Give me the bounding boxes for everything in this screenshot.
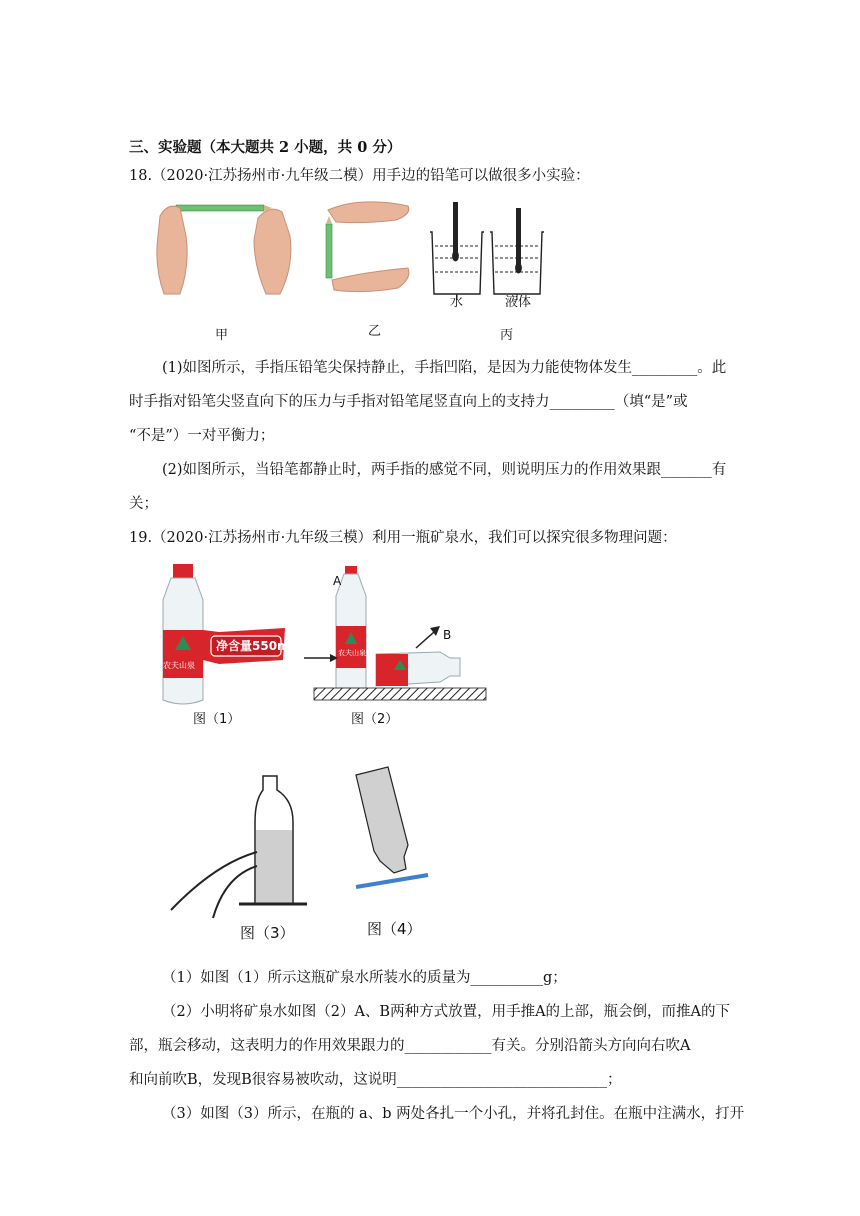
- hands-pencil-horizontal-image: [157, 205, 291, 294]
- fig2-brand: 农夫山泉: [338, 649, 366, 657]
- fig-label-bing: 丙: [500, 328, 514, 343]
- fig1-brand: 农夫山泉: [163, 661, 195, 670]
- q19-stem: 19.（2020·江苏扬州市·九年级三模）利用一瓶矿泉水，我们可以探究很多物理问题：: [129, 530, 677, 546]
- q19-part2-line1: （2）小明将矿泉水如图（2）A、B两种方式放置，用手推A的上部，瓶会倒，而推A的下: [162, 1004, 731, 1020]
- q18-part2-line1: (2)如图所示，当铅笔都静止时，两手指的感觉不同，则说明压力的作用效果跟_______有: [162, 462, 727, 478]
- q19-part2-line3: 和向前吹B，发现B很容易被吹动，这说明_____________________________；: [129, 1072, 622, 1088]
- q18-part2-line2: 关；: [129, 496, 158, 512]
- q19-part1: （1）如图（1）所示这瓶矿泉水所装水的质量为__________g；: [162, 970, 567, 986]
- q18-stem: 18.（2020·江苏扬州市·九年级二模）用手边的铅笔可以做很多小实验：: [129, 168, 590, 184]
- fig-label-jia: 甲: [215, 328, 229, 343]
- fig-label-water: 水: [450, 295, 464, 310]
- section-heading: 三、实验题（本大题共 2 小题，共 0 分）: [129, 139, 402, 156]
- fig-label-2: 图（2）: [351, 712, 399, 727]
- fig-label-1: 图（1）: [193, 712, 241, 727]
- fig2-label-b: B: [443, 628, 452, 642]
- q18-part1-line3: “不是”）一对平衡力；: [129, 428, 275, 444]
- q19-fig4-image: [350, 765, 450, 895]
- q18-figure: [150, 196, 550, 346]
- q18-part1-line2: 时手指对铅笔尖竖直向下的压力与手指对铅笔尾竖直向上的支持力_________（填“是”或: [129, 394, 688, 410]
- q19-part2-line2: 部，瓶会移动，这表明力的作用效果跟力的____________有关。分别沿箭头方向向右吹A: [129, 1038, 691, 1054]
- fig-label-yi: 乙: [368, 324, 382, 339]
- beakers-image: [430, 202, 544, 300]
- q18-part1-line1: (1)如图所示，手指压铅笔尖保持静止，手指凹陷，是因为力能使物体发生_________。此: [162, 360, 727, 376]
- hands-pencil-vertical-image: [326, 202, 409, 292]
- fig2-label-a: A: [333, 574, 342, 588]
- q19-fig3-image: [165, 770, 325, 920]
- q19-fig2-image: [300, 560, 490, 710]
- fig-label-3: 图（3）: [240, 924, 295, 942]
- q19-fig1-bottle-image: [155, 560, 295, 710]
- q19-part3-line1: （3）如图（3）所示，在瓶的 a、b 两处各扎一个小孔，并将孔封住。在瓶中注满水，打开: [162, 1106, 745, 1122]
- volume-tag: 净含量550ml: [216, 639, 294, 653]
- fig-label-liquid: 液体: [505, 295, 532, 310]
- fig-label-4: 图（4）: [367, 920, 422, 938]
